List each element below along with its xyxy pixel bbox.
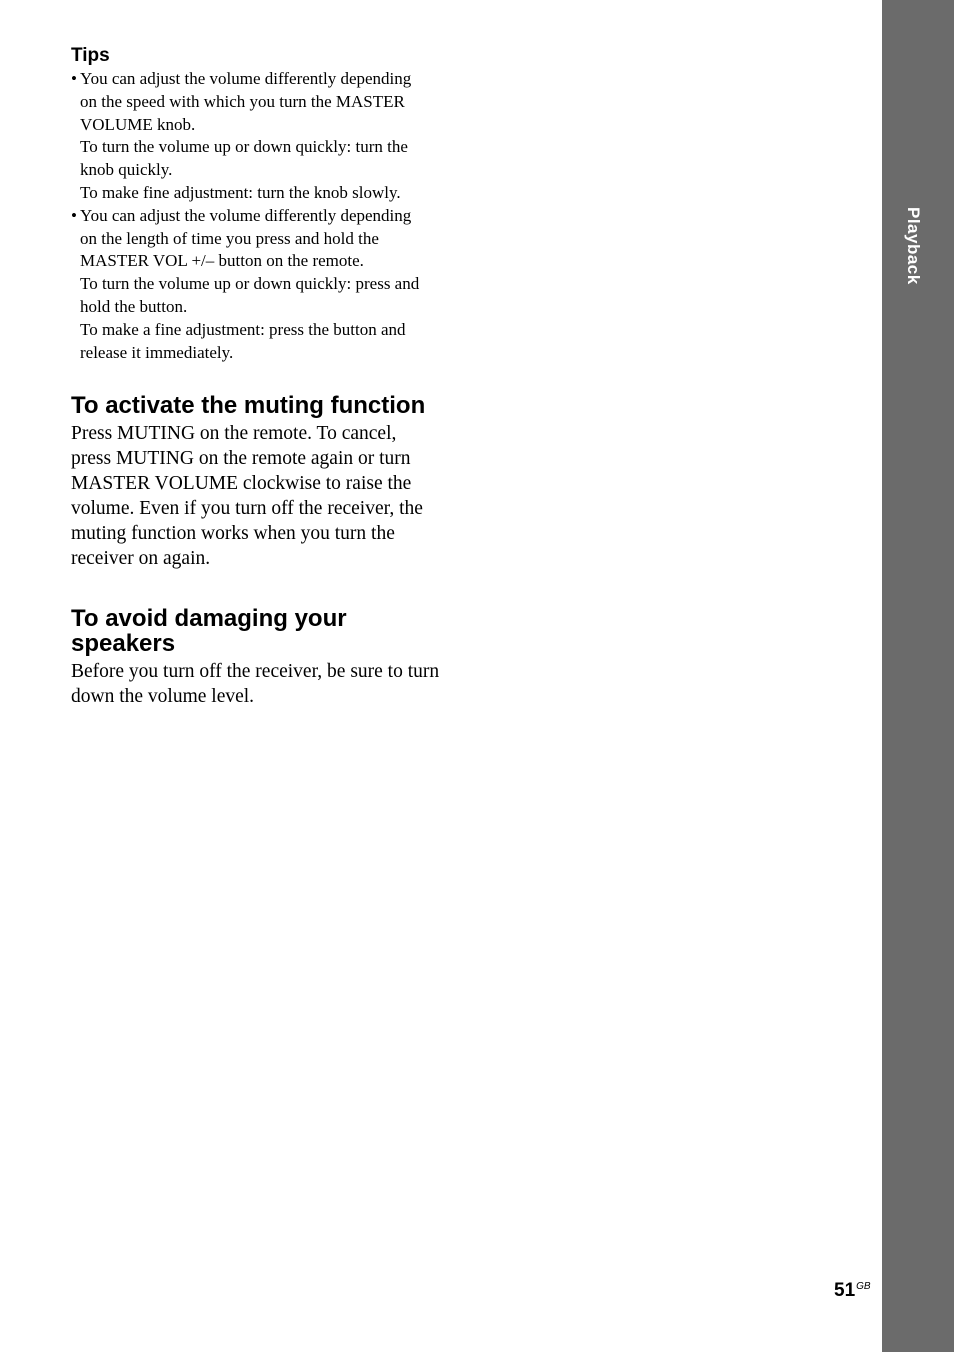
page-number [834, 1280, 871, 1302]
body-line: MASTER VOLUME clockwise to raise the [71, 473, 412, 495]
body-line: press MUTING on the remote again or turn [71, 448, 411, 470]
tip-line: VOLUME knob. [80, 114, 196, 134]
body-line: Press MUTING on the remote. To cancel, [71, 423, 397, 445]
body-line: receiver on again. [71, 548, 211, 570]
speakers-body [71, 659, 456, 709]
tip-line: knob quickly. [80, 160, 173, 180]
tip-line: on the length of time you press and hold the [80, 228, 379, 248]
body-line: Before you turn off the receiver, be sure to turn [71, 661, 440, 683]
tip-line: To turn the volume up or down quickly: press and [80, 274, 420, 294]
page-number-suffix: GB [856, 1281, 871, 1292]
section-side-tab [882, 0, 954, 1352]
tip-line: on the speed with which you turn the MASTER [80, 91, 405, 111]
tips-heading: Tips [71, 45, 110, 66]
heading-line: speakers [71, 630, 176, 658]
tip-line: hold the button. [80, 296, 188, 316]
tip-line: You can adjust the volume differently depending [80, 205, 412, 225]
tip-item [71, 68, 456, 205]
tip-line: You can adjust the volume differently depending [80, 69, 412, 88]
muting-body [71, 421, 456, 571]
bullet-icon: • [71, 69, 77, 88]
tip-line: MASTER VOL +/– button on the remote. [80, 251, 364, 271]
heading-line: To avoid damaging your [71, 605, 347, 633]
body-line: volume. Even if you turn off the receiver, the [71, 498, 423, 520]
tip-line: To make a fine adjustment: press the button and [80, 319, 406, 339]
speakers-heading [71, 606, 456, 656]
body-line: muting function works when you turn the [71, 523, 395, 545]
muting-heading: To activate the muting function [71, 392, 426, 420]
tip-line: To make fine adjustment: turn the knob slowly. [80, 182, 401, 202]
page-number-value: 51 [834, 1280, 856, 1301]
body-line: down the volume level. [71, 686, 255, 708]
tip-line: release it immediately. [80, 342, 234, 362]
tip-item [71, 205, 456, 365]
main-content [71, 44, 456, 709]
tip-line: To turn the volume up or down quickly: turn the [80, 137, 408, 157]
bullet-icon: • [71, 205, 77, 225]
tips-list [71, 68, 456, 364]
section-side-label: Playback [904, 207, 923, 285]
